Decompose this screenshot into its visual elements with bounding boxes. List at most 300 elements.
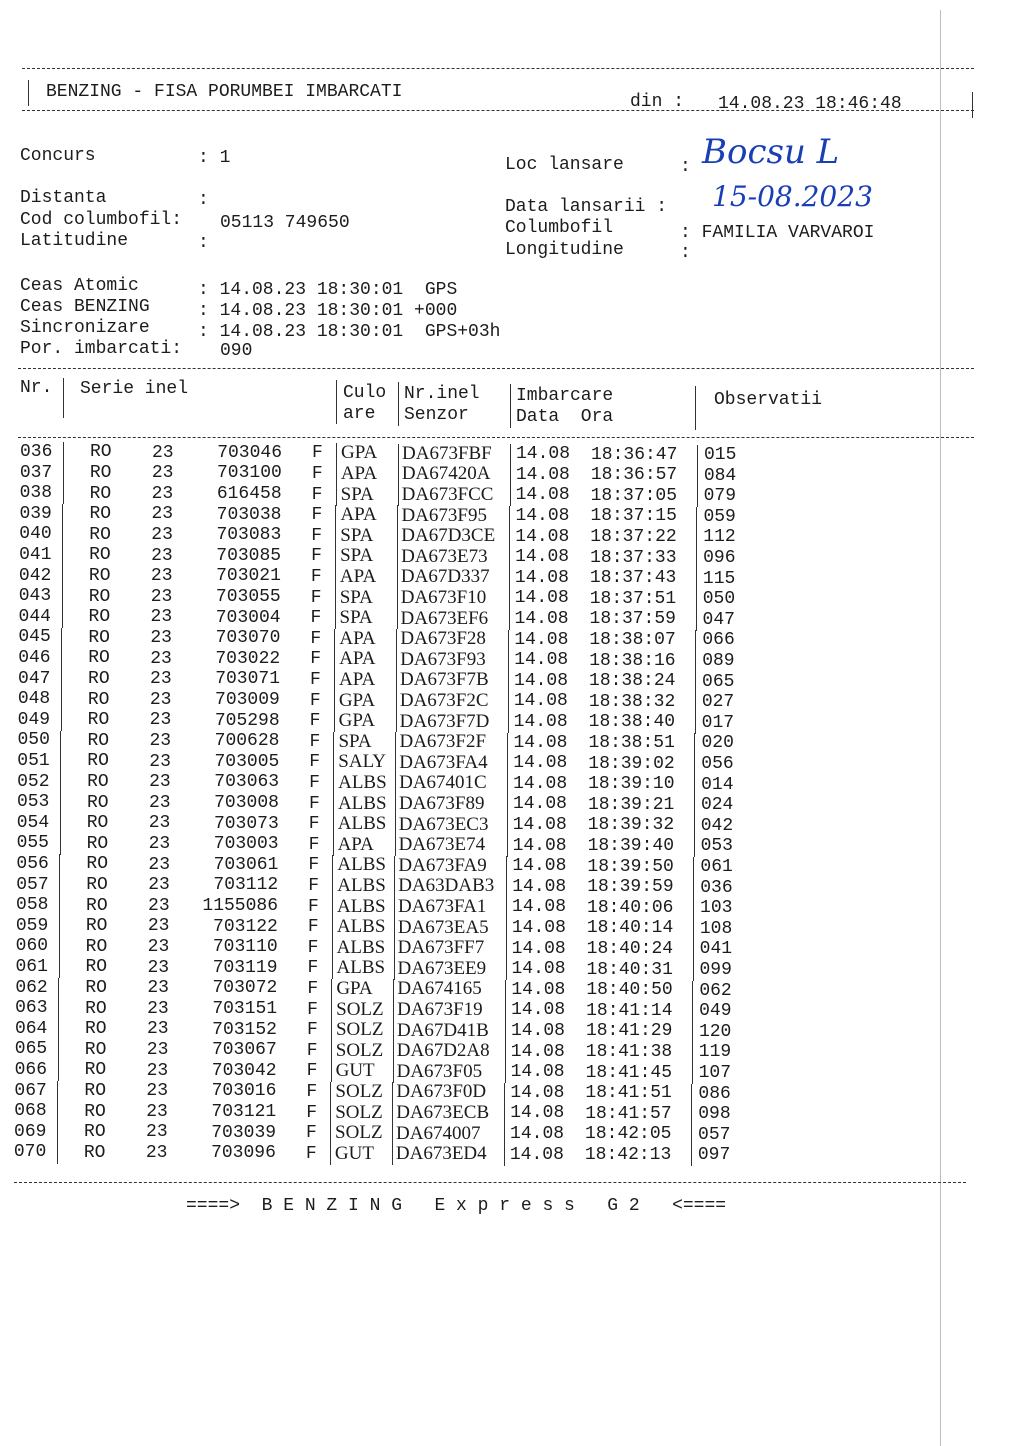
cell-color: SPA [340,483,374,505]
cell-sensor: DA673EF6 [400,607,489,629]
row-divider-nr [61,648,62,669]
loc-lansare-label: Loc lansare [505,155,624,175]
table-row [0,730,760,754]
cell-country: RO [84,1122,106,1143]
cell-year: 23 [149,710,172,731]
cell-date: 14.08 [515,526,570,547]
header-left-bar [28,80,29,106]
cell-year: 23 [146,1060,169,1081]
row-divider-serie [334,629,335,650]
col-header-nr: Nr. [20,378,53,398]
cell-ring: 703152 [212,1019,277,1040]
row-divider-nr [61,710,62,731]
table-row [0,833,760,857]
cell-observatii: 015 [704,445,737,466]
cell-year: 23 [148,833,171,854]
cell-sensor: DA673EA5 [397,916,489,938]
cell-sensor: DA67420A [401,463,491,485]
col-header-imbarcare-1: Imbarcare [516,386,614,406]
cell-sex: F [306,1102,318,1123]
col-divider-nr [63,378,64,418]
cell-sensor: DA673ECB [396,1101,490,1123]
table-row [0,998,760,1022]
cell-observatii: 120 [698,1021,732,1042]
table-row [0,565,760,589]
cell-observatii: 066 [702,630,735,651]
row-divider-nr [61,689,62,710]
row-divider-nr [63,483,64,504]
row-divider-imbarcare [691,1145,692,1166]
cell-country: RO [89,462,112,483]
cell-ring: 700628 [214,731,280,752]
row-divider-culoare [395,732,396,753]
row-divider-serie [336,485,337,506]
cell-date: 14.08 [515,485,570,506]
cell-country: RO [84,1019,107,1040]
table-row [0,895,760,919]
row-divider-culoare [393,979,394,1000]
cell-year: 23 [151,545,173,566]
table-row [0,462,760,486]
cell-ring: 703151 [212,998,278,1019]
row-divider-culoare [394,938,395,959]
cell-ring: 703046 [217,442,282,463]
row-divider-nr [60,813,61,834]
cell-time: 18:41:45 [585,1062,673,1083]
cell-time: 18:38:07 [589,629,676,650]
cell-sensor: DA673F2F [399,731,487,753]
cell-country: RO [87,751,109,772]
cell-country: RO [85,957,108,978]
cell-nr: 044 [18,606,51,627]
cell-country: RO [86,813,109,834]
cell-nr: 048 [17,689,51,710]
cell-year: 23 [147,916,170,937]
sincronizare-value: : 14.08.23 18:30:01 GPS+03h [198,322,501,342]
cell-ring: 703073 [213,813,279,834]
row-divider-serie [335,546,336,567]
cell-date: 14.08 [514,629,569,650]
row-divider-nr [59,854,60,875]
handwritten-release-date: 15-08.2023 [712,180,873,213]
cell-country: RO [85,936,108,957]
col-header-culoare-1: Culo [343,383,387,403]
cell-sex: F [306,1081,318,1102]
cell-date: 14.08 [510,1062,565,1083]
row-divider-serie [335,567,336,588]
header-din-label: din : [630,92,685,112]
cell-nr: 051 [17,751,50,771]
header-top-rule [22,68,974,69]
cell-sex: F [305,1143,317,1164]
cell-ring: 703004 [215,607,281,628]
row-divider-nr [60,751,61,772]
cell-ring: 703072 [212,978,278,999]
cell-sensor: DA67D2A8 [396,1040,490,1062]
page-edge-line [940,10,941,1446]
cell-time: 18:39:10 [588,774,675,795]
cell-ring: 703016 [211,1081,277,1102]
cell-time: 18:37:22 [590,526,677,547]
row-divider-culoare [393,1000,394,1021]
row-divider-culoare [396,691,397,712]
cell-nr: 043 [18,586,52,607]
cell-observatii: 014 [701,774,734,795]
cell-color: SPA [339,586,373,608]
row-divider-culoare [394,856,395,877]
cell-sensor: DA673FA9 [398,854,487,876]
cell-observatii: 115 [702,568,736,589]
cell-observatii: 056 [701,754,734,775]
cell-color: GUT [334,1142,374,1164]
cell-date: 14.08 [512,815,567,836]
table-row [0,854,760,878]
cell-nr: 045 [18,627,51,648]
table-row [0,1060,760,1084]
row-divider-nr [58,998,59,1019]
cell-sensor: DA673F89 [398,792,485,814]
table-row [0,503,760,527]
cell-color: APA [340,504,377,526]
cell-color: ALBS [336,936,386,958]
cell-time: 18:40:06 [587,897,674,918]
cell-nr: 065 [14,1039,48,1060]
cell-year: 23 [150,586,173,607]
cell-time: 18:38:16 [589,650,676,671]
cell-country: RO [88,586,111,607]
cell-observatii: 103 [700,898,733,919]
cell-date: 14.08 [512,794,567,815]
cell-nr: 039 [19,503,52,524]
row-divider-nr [62,525,63,546]
cell-nr: 041 [19,545,52,565]
cell-year: 23 [152,442,174,463]
cell-ring: 703100 [217,463,282,484]
cell-year: 23 [150,607,173,628]
cell-ring: 703055 [215,586,281,607]
header-bottom-rule [22,110,974,111]
cell-observatii: 112 [703,527,736,548]
cell-color: SPA [339,607,373,629]
cell-time: 18:37:15 [590,506,677,527]
cell-time: 18:36:57 [590,465,678,486]
cell-observatii: 024 [700,795,734,816]
cell-year: 23 [149,772,171,793]
cell-sensor: DA673F0D [396,1081,487,1103]
table-row [0,915,760,939]
cell-sensor: DA673FCC [401,483,494,505]
cell-color: ALBS [337,813,387,835]
row-divider-serie [335,505,336,526]
table-row [0,689,760,713]
row-divider-culoare [394,897,395,918]
cod-columbofil-label: Cod columbofil: [20,210,183,230]
row-divider-serie [333,835,334,856]
cell-ring: 703067 [211,1040,277,1061]
cell-country: RO [85,916,108,937]
table-row [0,812,760,836]
cell-time: 18:39:02 [588,753,675,774]
row-divider-culoare [397,588,398,609]
cell-time: 18:41:57 [585,1103,672,1124]
row-divider-culoare [398,485,399,506]
cell-date: 14.08 [509,1144,564,1165]
row-divider-nr [62,504,63,525]
row-divider-nr [60,834,61,855]
cell-sex: F [306,1061,318,1082]
cell-color: GUT [335,1060,375,1082]
cell-sensor: DA673F2C [399,689,489,711]
cell-observatii: 119 [698,1042,732,1063]
cell-observatii: 017 [701,712,735,733]
cell-observatii: 086 [698,1083,731,1104]
cell-nr: 052 [17,771,50,792]
cell-observatii: 099 [699,960,732,981]
row-divider-nr [59,937,60,958]
cell-sex: F [311,463,323,484]
cell-time: 18:36:47 [591,444,678,465]
cell-date: 14.08 [515,506,570,527]
cell-year: 23 [148,854,170,875]
cell-sensor: DA67401C [399,772,487,794]
cell-sex: F [311,546,322,567]
cell-sensor: DA674007 [396,1122,481,1144]
cell-time: 18:39:59 [587,877,674,898]
concurs-value: : 1 [198,148,231,168]
columbofil-label: Columbofil [505,218,614,238]
row-divider-nr [62,545,63,566]
cell-color: APA [339,566,377,588]
cell-year: 23 [150,627,172,648]
col-divider-culoare [398,382,399,426]
cell-nr: 062 [15,977,48,998]
cell-date: 14.08 [515,464,570,485]
latitudine-value: : [198,233,209,253]
cell-observatii: 050 [702,589,736,610]
por-imbarcati-label: Por. imbarcati: [20,339,183,359]
cell-color: SOLZ [335,1081,383,1103]
cell-ring: 705298 [214,710,280,731]
ceas-atomic-label: Ceas Atomic [20,276,139,296]
row-divider-nr [63,442,64,463]
cell-year: 23 [146,1081,169,1102]
cell-nr: 037 [19,462,53,483]
row-divider-culoare [397,608,398,629]
cell-sensor: DA673E74 [398,834,486,856]
table-row [0,957,760,981]
cell-nr: 053 [16,792,50,813]
row-divider-culoare [396,711,397,732]
cell-nr: 040 [19,524,52,545]
cell-ring: 703110 [212,937,278,958]
row-divider-culoare [392,1144,393,1165]
cell-nr: 061 [15,957,48,977]
col-divider-imbarcare [695,386,696,430]
cell-country: RO [86,792,109,813]
cell-sex: F [307,978,319,999]
col-header-imbarcare-2: Data Ora [516,407,614,427]
cell-time: 18:40:50 [586,980,673,1001]
row-divider-nr [57,1143,58,1164]
cell-date: 14.08 [514,609,569,630]
cell-date: 14.08 [513,773,568,794]
cell-date: 14.08 [511,938,566,959]
cell-time: 18:42:05 [585,1124,672,1145]
cell-sensor: DA673F10 [400,586,487,608]
cell-date: 14.08 [513,753,568,774]
cell-time: 18:41:51 [585,1083,672,1104]
cell-year: 23 [146,1122,168,1143]
cell-ring: 616458 [216,483,282,504]
cell-observatii: 059 [703,506,736,527]
cell-observatii: 057 [698,1124,731,1145]
cell-color: SPA [338,730,372,752]
row-divider-nr [60,792,61,813]
table-row [0,1142,760,1166]
cell-ring: 703063 [214,772,280,793]
cell-time: 18:41:29 [585,1021,673,1042]
cell-time: 18:40:31 [586,959,673,980]
cell-year: 23 [145,1142,168,1163]
cell-country: RO [89,504,112,525]
row-divider-serie [330,1082,331,1103]
col-header-nrinel-1: Nr.inel [404,384,480,404]
table-row [0,627,760,651]
cell-country: RO [87,771,109,792]
col-header-culoare-2: are [343,404,376,424]
cell-date: 14.08 [512,897,567,918]
cell-sensor: DA673F05 [396,1060,483,1082]
table-row [0,1039,760,1063]
cell-time: 18:37:33 [590,547,677,568]
cell-color: SOLZ [335,1039,384,1061]
cell-sensor: DA673F7B [400,669,489,691]
cell-sex: F [311,525,323,546]
concurs-label: Concurs [20,146,96,166]
cell-color: APA [339,669,376,691]
cell-time: 18:40:24 [586,938,674,959]
cell-color: ALBS [337,895,386,917]
row-divider-culoare [396,629,397,650]
cell-color: APA [337,833,374,855]
cell-nr: 054 [16,812,50,833]
cell-observatii: 098 [698,1104,731,1125]
ceas-benzing-label: Ceas BENZING [20,297,150,317]
cell-year: 23 [149,689,172,710]
cell-ring: 703083 [216,525,282,546]
header-title: BENZING - FISA PORUMBEI IMBARCATI [46,82,403,102]
cell-ring: 703070 [215,628,281,649]
cell-country: RO [85,977,107,998]
row-divider-nr [59,895,60,916]
cell-sensor: DA673FBF [402,442,492,464]
cell-country: RO [86,854,108,875]
row-divider-nr [58,978,59,999]
cell-country: RO [84,1060,107,1081]
cell-sensor: DA673FF7 [397,937,485,959]
cell-year: 23 [148,813,171,834]
distanta-label: Distanta [20,188,107,208]
cell-time: 18:38:40 [588,712,676,733]
cell-country: RO [88,668,110,689]
cell-date: 14.08 [510,1082,565,1103]
cell-nr: 056 [16,854,49,874]
cell-time: 18:39:32 [587,815,675,836]
cell-nr: 059 [15,915,49,936]
cell-nr: 068 [14,1101,47,1122]
row-divider-culoare [397,505,398,526]
table-header-top-rule [18,368,974,369]
row-divider-serie [331,1061,332,1082]
row-divider-nr [57,1122,58,1143]
cell-observatii: 027 [701,692,735,713]
table-row [0,586,760,610]
row-divider-serie [332,855,333,876]
cell-date: 14.08 [513,691,568,712]
cell-ring: 703121 [211,1101,277,1122]
row-divider-nr [62,566,63,587]
cell-nr: 063 [15,998,48,1019]
row-divider-culoare [394,876,395,897]
row-divider-serie [332,897,333,918]
row-divider-culoare [392,1123,393,1144]
cell-nr: 042 [18,565,52,586]
table-row [0,1101,760,1125]
cell-sensor: DA673ED4 [395,1143,487,1165]
cell-observatii: 089 [702,651,735,672]
cell-ring: 703005 [214,751,280,772]
cell-sex: F [308,896,319,917]
cell-country: RO [84,1080,107,1101]
row-divider-nr [58,1060,59,1081]
row-divider-nr [60,772,61,793]
footer-banner: ====> B E N Z I N G E x p r e s s G 2 <==== [186,1196,727,1216]
cell-time: 18:38:51 [588,732,675,753]
row-divider-culoare [396,670,397,691]
cell-nr: 049 [17,709,51,730]
cell-ring: 703038 [216,504,282,525]
cell-year: 23 [148,895,170,916]
cell-sex: F [310,649,321,670]
cell-year: 23 [146,1101,168,1122]
table-row [0,709,760,733]
cell-country: RO [89,483,112,504]
row-divider-culoare [397,526,398,547]
cell-observatii: 096 [703,548,736,569]
row-divider-culoare [395,835,396,856]
row-divider-culoare [395,794,396,815]
row-divider-serie [331,1041,332,1062]
cell-year: 23 [151,524,173,545]
row-divider-serie [330,1123,331,1144]
cell-ring: 703112 [213,875,279,896]
cell-year: 23 [147,936,170,957]
cell-ring: 703003 [213,834,279,855]
row-divider-serie [334,670,335,691]
cell-sex: F [310,669,321,690]
cell-year: 23 [147,998,169,1019]
row-divider-nr [60,731,61,752]
cell-country: RO [83,1142,106,1163]
cell-color: GPA [338,710,375,732]
cell-sex: F [308,875,320,896]
row-divider-serie [335,588,336,609]
cell-color: GPA [338,689,376,711]
cell-observatii: 047 [702,609,735,630]
cell-nr: 036 [20,442,53,462]
cell-sensor: DA63DAB3 [398,875,495,897]
cell-color: SALY [338,751,387,773]
